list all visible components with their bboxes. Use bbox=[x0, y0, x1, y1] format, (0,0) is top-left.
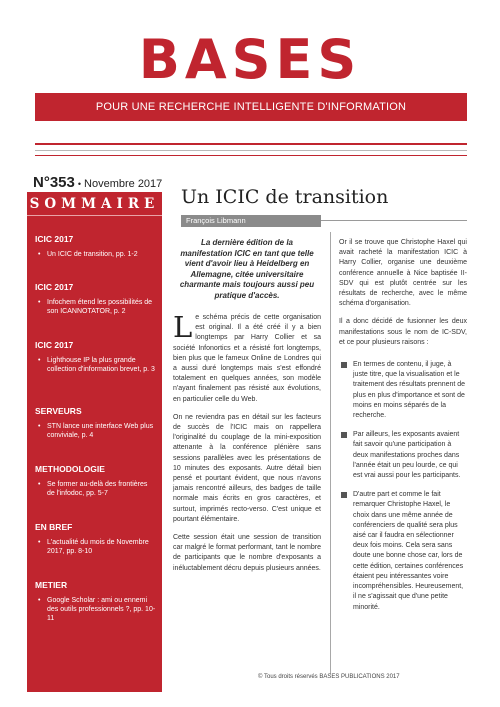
drop-cap: L bbox=[173, 310, 193, 344]
toc-section-title: METHODOLOGIE bbox=[35, 464, 105, 474]
toc-section-title: ICIC 2017 bbox=[35, 340, 74, 350]
toc-section bbox=[35, 282, 157, 316]
article-title: Un ICIC de transition bbox=[181, 186, 389, 208]
toc-section bbox=[35, 580, 157, 623]
article-paragraph: On ne reviendra pas en détail sur les facteurs de succès de l'ICIC mais on rappellera l'originalité du couplage de la mini-exposition attenante à la conférence plénière sans sessions parallèles avec les présentations de 10 minutes des exposants. Autre détail bien pensé et pourtant évident, que nous n'avons jamais rencontré ailleurs, des badges de taille normale mais écrits en gros caractères, et surtout, imprimés recto-verso. C'est unique et pourtant élémentaire. bbox=[173, 413, 321, 523]
article-column-left bbox=[173, 238, 321, 574]
toc-item[interactable]: • STN lance une interface Web plus conviviale, p. 4 bbox=[35, 422, 157, 440]
author-name: François Libmann bbox=[186, 216, 246, 225]
toc-item[interactable]: • Infochem étend les possibilités de son ICANNOTATOR, p. 2 bbox=[35, 298, 157, 316]
bullet-item: En termes de contenu, il juge, à juste titre, que la visualisation et le traitement des résultats prennent de plus en plus d'importance et sont de moins en moins séparés de la recherche. bbox=[339, 360, 467, 421]
article-paragraph: Il a donc décidé de fusionner les deux manifestations sous le nom de IC-SDV, et ce pour plusieurs raisons : bbox=[339, 318, 467, 346]
divider-grey bbox=[35, 150, 467, 151]
column-separator bbox=[330, 232, 331, 674]
tagline-bar bbox=[35, 93, 467, 121]
copyright-notice: © Tous droits réservés BASES PUBLICATIONS 2017 bbox=[258, 674, 400, 680]
toc-section-title: ICIC 2017 bbox=[35, 234, 74, 244]
divider-red-thin bbox=[35, 155, 467, 156]
toc-item[interactable]: • Lighthouse IP la plus grande collection d'information brevet, p. 3 bbox=[35, 356, 157, 374]
article-lead: La dernière édition de la manifestation ICIC en tant que telle vient d'avoir lieu à Heidelberg en Allemagne, citée universitaire charmante mais toujours aussi peu pratique d'accès. bbox=[179, 238, 315, 300]
toc-section-title: SERVEURS bbox=[35, 406, 82, 416]
divider-red-thick bbox=[35, 143, 467, 145]
issue-bullet: • bbox=[77, 179, 82, 189]
toc-section bbox=[35, 406, 157, 440]
article-column-right bbox=[339, 238, 467, 613]
toc-item[interactable]: • Un ICIC de transition, pp. 1-2 bbox=[35, 250, 157, 259]
sommaire-sidebar bbox=[27, 192, 162, 692]
brand-logo: BASES bbox=[138, 28, 362, 91]
author-bar bbox=[181, 215, 321, 227]
article-paragraph: Or il se trouve que Christophe Haxel qui avait racheté la manifestation ICIC à Harry Collier, organise une deuxième conférence annuelle à Nice baptisée II-SDV qui est plutôt centrée sur les résultats de recherche, avec le même schéma d'organisation. bbox=[339, 239, 467, 308]
bullet-item: D'autre part et comme le fait remarquer Christophe Haxel, le choix dans une même année de conférenciers de qualité sera plus aisé car il faudra en sélectionner deux fois moins. Cela sera sans doute une bonne chose car, lors de cette édition, certaines conférences étaient peu intéressantes voire incompréhensibles. Heureusement, il ne s'agissait que d'une petite minorité. bbox=[339, 490, 467, 612]
article-paragraph bbox=[173, 310, 321, 405]
issue-number: N°353 bbox=[33, 174, 75, 191]
bullet-item: Par ailleurs, les exposants avaient fait savoir qu'une participation à deux manifestations proches dans l'année était un peu lourde, ce qui est vrai aussi pour les participants. bbox=[339, 430, 467, 481]
tagline: POUR UNE RECHERCHE INTELLIGENTE D'INFORMATION bbox=[95, 101, 407, 113]
issue-date: Novembre 2017 bbox=[84, 178, 163, 190]
issue-info bbox=[33, 174, 183, 191]
toc-section bbox=[35, 340, 157, 374]
toc-section bbox=[35, 234, 157, 259]
article-paragraph: Cette session était une session de transition car malgré le format performant, tant le nombre de participants que le nombre d'exposants a inéluctablement décru depuis plusieurs années. bbox=[173, 534, 321, 572]
toc-section bbox=[35, 522, 157, 556]
article-paragraph-text: e schéma précis de cette organisation est original. Il a été créé il y a bien longtemps par Harry Collier et sa société Infonortics et a résisté fort longtemps, bien plus que le fameux Online de Londres qui a aussi duré longtemps mais s'est effondré totalement en quelques années, son modèle n'ayant finalement pas résisté aux évolutions, en particulier celle du Web. bbox=[173, 314, 321, 403]
toc-item[interactable]: • Se former au-delà des frontières de l'infodoc, pp. 5-7 bbox=[35, 480, 157, 498]
toc-section-title: EN BREF bbox=[35, 522, 73, 532]
toc-section bbox=[35, 464, 157, 498]
toc-section-title: ICIC 2017 bbox=[35, 282, 74, 292]
toc-item[interactable]: • Google Scholar : ami ou ennemi des outils professionnels ?, pp. 10-11 bbox=[35, 596, 157, 623]
author-divider bbox=[321, 220, 467, 221]
sommaire-title: SOMMAIRE bbox=[29, 196, 160, 212]
toc-item[interactable]: • L'actualité du mois de Novembre 2017, pp. 8-10 bbox=[35, 538, 157, 556]
sommaire-divider bbox=[27, 215, 162, 216]
toc-section-title: METIER bbox=[35, 580, 68, 590]
